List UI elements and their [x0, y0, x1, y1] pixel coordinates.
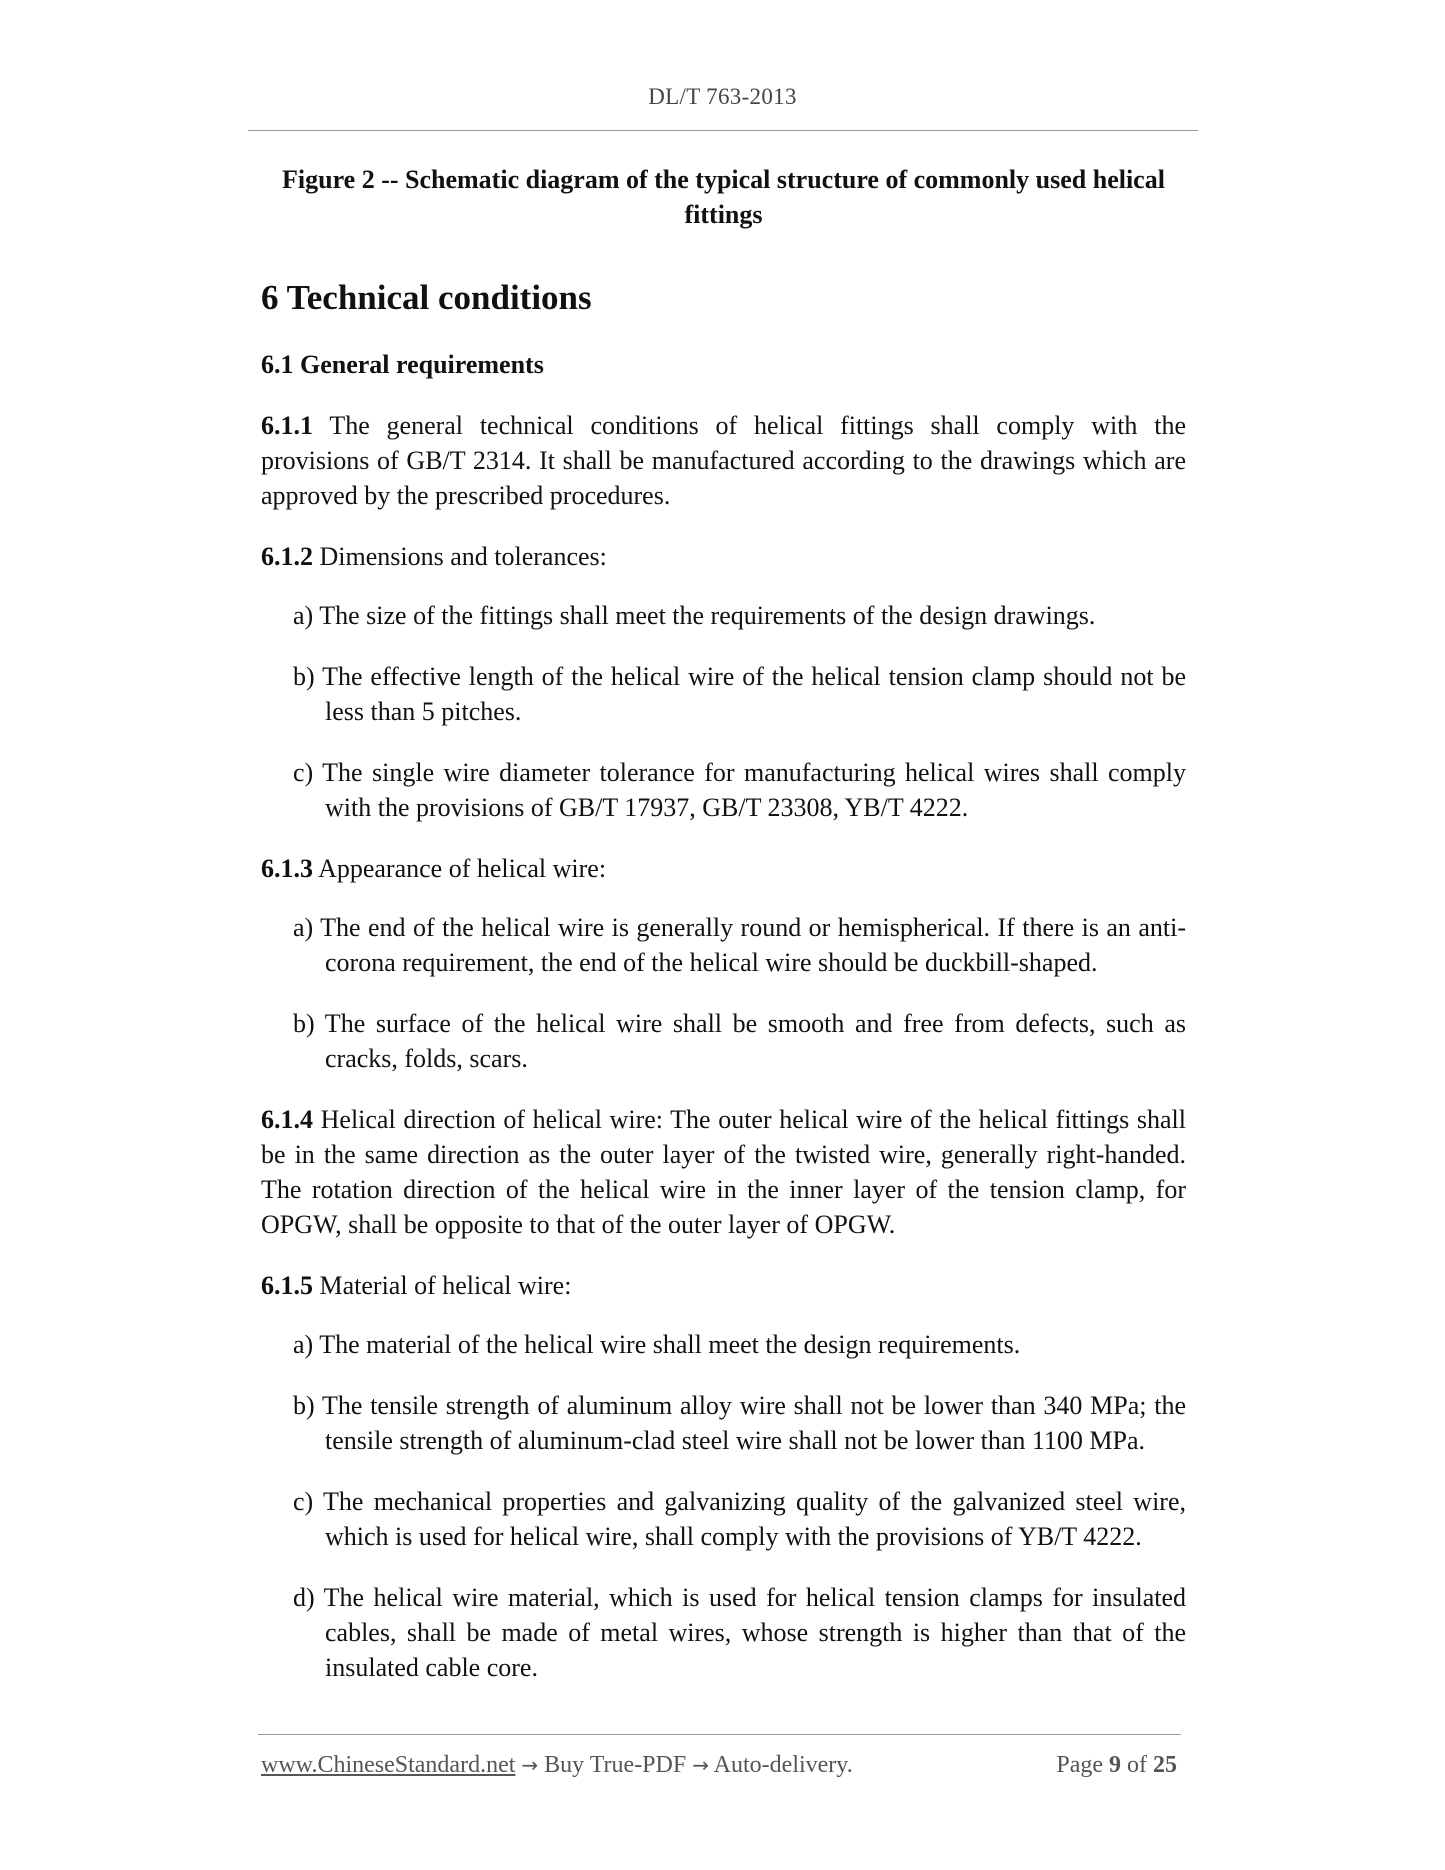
clause-number: 6.1.1 — [261, 411, 313, 440]
list-item: b) The effective length of the helical wire of the helical tension clamp should not be less than 5 pitches. — [293, 662, 1186, 726]
list-item: a) The end of the helical wire is generally round or hemispherical. If there is an anti-corona requirement, the end of the helical wire should be duckbill-shaped. — [293, 913, 1186, 977]
clause-6-1-2 — [261, 539, 1186, 574]
of-label: of — [1127, 1752, 1147, 1778]
clause-number: 6.1.3 — [261, 854, 313, 883]
clause-number: 6.1.2 — [261, 542, 313, 571]
subsection-heading: 6.1 General requirements — [261, 350, 544, 379]
clause-text: Helical direction of helical wire: The outer helical wire of the helical fittings shall be in the same direction as the outer layer of the twisted wire, generally right-handed. The rotation direction of the helical wire in the inner layer of the tension clamp, for OPGW, shall be opposite to that of the outer layer of OPGW. — [261, 1105, 1186, 1239]
page-label: Page — [1056, 1752, 1103, 1778]
running-header: DL/T 763-2013 — [648, 84, 797, 109]
clause-text: Appearance of helical wire: — [313, 854, 607, 883]
footer-rule — [258, 1734, 1181, 1735]
list-item: a) The size of the fittings shall meet the requirements of the design drawings. — [293, 601, 1096, 630]
list-item: c) The single wire diameter tolerance for manufacturing helical wires shall comply with the provisions of GB/T 17937, GB/T 23308, YB/T 4222. — [293, 758, 1186, 822]
page-footer — [261, 1752, 1181, 1784]
clause-text: The general technical conditions of helical fittings shall comply with the provisions of GB/T 2314. It shall be manufactured according to the drawings which are approved by the prescribed procedures. — [261, 411, 1186, 510]
total-pages: 25 — [1153, 1752, 1177, 1778]
website-link[interactable]: www.ChineseStandard.net — [261, 1752, 516, 1778]
page-indicator — [1056, 1752, 1177, 1779]
footer-promo — [261, 1752, 853, 1779]
figure-caption: Figure 2 -- Schematic diagram of the typical structure of commonly used helical fittings — [282, 165, 1165, 229]
page-number: 9 — [1109, 1752, 1121, 1778]
list-item: b) The surface of the helical wire shall be smooth and free from defects, such as cracks, folds, scars. — [293, 1009, 1186, 1073]
header-rule — [248, 130, 1198, 131]
page-content — [261, 162, 1186, 1685]
arrow-right-icon: → — [521, 1753, 539, 1777]
clause-number: 6.1.5 — [261, 1271, 313, 1300]
list-item: c) The mechanical properties and galvanizing quality of the galvanized steel wire, which is used for helical wire, shall comply with the provisions of YB/T 4222. — [293, 1487, 1186, 1551]
clause-6-1-5 — [261, 1268, 1186, 1303]
clause-6-1-4 — [261, 1102, 1186, 1242]
clause-6-1-1 — [261, 408, 1186, 513]
clause-6-1-3 — [261, 851, 1186, 886]
auto-delivery-text: Auto-delivery. — [713, 1752, 853, 1778]
clause-text: Dimensions and tolerances: — [313, 542, 607, 571]
list-item: a) The material of the helical wire shall meet the design requirements. — [293, 1330, 1021, 1359]
list-item: d) The helical wire material, which is used for helical tension clamps for insulated cables, shall be made of metal wires, whose strength is higher than that of the insulated cable core. — [293, 1583, 1186, 1682]
section-heading: 6 Technical conditions — [261, 278, 592, 317]
clause-text: Material of helical wire: — [313, 1271, 572, 1300]
list-item: b) The tensile strength of aluminum alloy wire shall not be lower than 340 MPa; the tensile strength of aluminum-clad steel wire shall not be lower than 1100 MPa. — [293, 1391, 1186, 1455]
clause-number: 6.1.4 — [261, 1105, 313, 1134]
arrow-right-icon: → — [692, 1753, 709, 1777]
buy-pdf-text: Buy True-PDF — [544, 1752, 687, 1778]
